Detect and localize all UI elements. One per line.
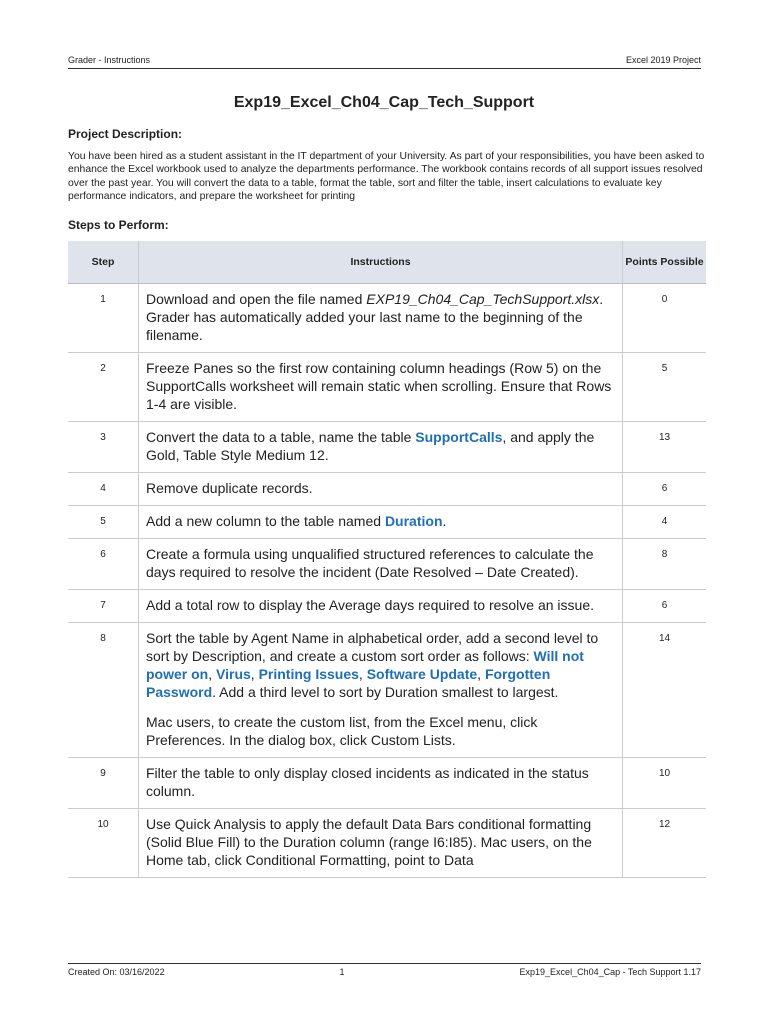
instruction-text: .: [442, 513, 447, 529]
instruction-text: . Add a third level to sort by Duration smallest to largest.: [212, 684, 559, 700]
points-possible: 0: [623, 284, 707, 353]
step-instructions: [139, 623, 623, 758]
highlighted-term: Software Update: [366, 666, 478, 682]
highlighted-term: Virus: [216, 666, 251, 682]
document-title: Exp19_Excel_Ch04_Cap_Tech_Support: [233, 94, 535, 111]
step-instructions: [139, 590, 623, 623]
points-possible: 6: [623, 473, 707, 506]
points-possible: 10: [623, 758, 707, 809]
points-possible: 12: [623, 809, 707, 878]
instruction-paragraph: [146, 713, 612, 749]
instruction-text: . Grader has automatically added your last name to the beginning of the filename.: [146, 291, 604, 343]
step-instructions: [139, 284, 623, 353]
table-row: [68, 758, 706, 809]
step-number: 9: [68, 758, 139, 809]
instruction-paragraph: [146, 764, 612, 800]
page-footer: [68, 963, 701, 977]
step-instructions: [139, 809, 623, 878]
points-possible: 14: [623, 623, 707, 758]
header-points: Points Possible: [623, 241, 707, 284]
instruction-text: Create a formula using unqualified structured references to calculate the days required to resolve the incident (Date Resolved – Date Created).: [146, 546, 594, 580]
instruction-paragraph: [146, 290, 612, 344]
highlighted-term: Will not power on: [146, 648, 584, 682]
instruction-text: Mac users, to create the custom list, from the Excel menu, click Preferences. In the dialog box, click Custom Lists.: [146, 714, 538, 748]
instruction-paragraph: [146, 512, 612, 530]
table-row: [68, 506, 706, 539]
header-instructions: Instructions: [139, 241, 623, 284]
instruction-paragraph: [146, 479, 612, 497]
highlighted-term: Printing Issues: [258, 666, 359, 682]
instruction-text: Convert the data to a table, name the table: [146, 429, 416, 445]
instruction-paragraph: [146, 629, 612, 701]
table-row: [68, 809, 706, 878]
step-number: 6: [68, 539, 139, 590]
instruction-text: ,: [208, 666, 217, 682]
description-heading: Project Description:: [68, 127, 183, 141]
points-possible: 4: [623, 506, 707, 539]
table-row: [68, 422, 706, 473]
highlighted-term: Forgotten Password: [146, 666, 551, 700]
step-instructions: [139, 473, 623, 506]
instruction-text: Sort the table by Agent Name in alphabetical order, add a second level to sort by Description, and create a custom sort order as follows:: [146, 630, 599, 664]
footer-created: Created On: 03/16/2022: [68, 967, 165, 977]
header-right: Excel 2019 Project: [625, 55, 701, 65]
step-number: 3: [68, 422, 139, 473]
page-header: [68, 55, 701, 69]
project-description: You have been hired as a student assistant in the IT department of your University. As part of your responsibilities, you have been asked to enhance the Excel workbook used to analyze the departments performance. The workbook contains records of all support issues resolved over the past year. You will convert the data to a table, format the table, sort and filter the table, insert calculations to evaluate key performance indicators, and prepare the worksheet for printing: [68, 151, 705, 202]
table-header-row: [68, 241, 706, 284]
step-number: 10: [68, 809, 139, 878]
instruction-text: ,: [358, 666, 367, 682]
instruction-text: Remove duplicate records.: [146, 480, 313, 496]
points-possible: 13: [623, 422, 707, 473]
step-instructions: [139, 422, 623, 473]
instruction-text: Add a total row to display the Average days required to resolve an issue.: [146, 597, 595, 613]
step-instructions: [139, 506, 623, 539]
table-row: [68, 353, 706, 422]
table-row: [68, 623, 706, 758]
instruction-text: Use Quick Analysis to apply the default Data Bars conditional formatting (Solid Blue Fill) to the Duration column (range I6:I85). Mac users, on the Home tab, click Conditional Formatting, point to Data: [146, 816, 592, 868]
table-row: [68, 284, 706, 353]
instruction-text: Download and open the file named: [146, 291, 367, 307]
points-possible: 8: [623, 539, 707, 590]
step-number: 7: [68, 590, 139, 623]
instruction-paragraph: [146, 428, 612, 464]
instruction-paragraph: [146, 359, 612, 413]
step-number: 1: [68, 284, 139, 353]
instruction-text: , and apply the Gold, Table Style Medium 12.: [146, 429, 595, 463]
header-left: Grader - Instructions: [68, 55, 151, 65]
steps-table: [68, 241, 706, 878]
instruction-paragraph: [146, 815, 612, 869]
instruction-text: ,: [250, 666, 259, 682]
step-number: 5: [68, 506, 139, 539]
highlighted-term: Duration: [384, 513, 443, 529]
step-instructions: [139, 539, 623, 590]
steps-heading: Steps to Perform:: [68, 218, 169, 232]
step-instructions: [139, 353, 623, 422]
instruction-text: Filter the table to only display closed incidents as indicated in the status column.: [146, 765, 589, 799]
step-number: 2: [68, 353, 139, 422]
points-possible: 5: [623, 353, 707, 422]
table-row: [68, 473, 706, 506]
instruction-text: EXP19_Ch04_Cap_TechSupport.xlsx: [366, 291, 600, 307]
step-number: 4: [68, 473, 139, 506]
highlighted-term: SupportCalls: [415, 429, 503, 445]
table-row: [68, 590, 706, 623]
instruction-text: Freeze Panes so the first row containing column headings (Row 5) on the SupportCalls worksheet will remain static when scrolling. Ensure that Rows 1-4 are visible.: [146, 360, 612, 412]
footer-page-number: 1: [339, 967, 345, 977]
points-possible: 6: [623, 590, 707, 623]
instruction-text: Add a new column to the table named: [146, 513, 385, 529]
instruction-text: ,: [477, 666, 485, 682]
step-instructions: [139, 758, 623, 809]
instruction-paragraph: [146, 545, 612, 581]
footer-doc-id: Exp19_Excel_Ch04_Cap - Tech Support 1.17: [519, 967, 701, 977]
header-step: Step: [68, 241, 139, 284]
table-row: [68, 539, 706, 590]
instruction-paragraph: [146, 596, 612, 614]
step-number: 8: [68, 623, 139, 758]
